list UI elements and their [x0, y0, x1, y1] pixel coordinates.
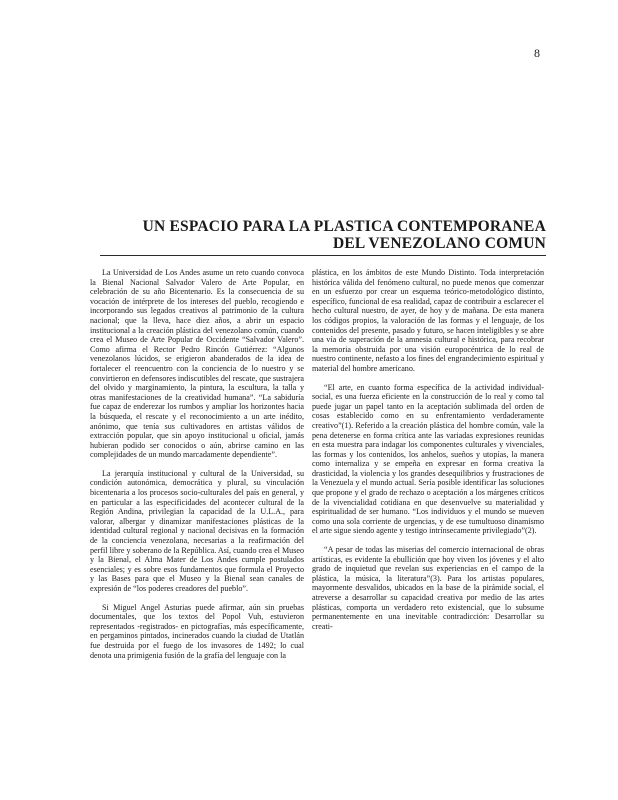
paragraph: La jerarquía institucional y cultural de la Universidad, su condición autonómica, democrática y plural, su vinculación bicentenaria a los procesos socio-culturales del país en general, y en particular a las especificidades del acontecer cultural de la Región Andina, privilegian la capacidad de la U.L.A., para valorar, albergar y dinamizar manifestaciones plásticas de la identidad cultural regional y nacional decisivas en la formación de la conciencia venezolana, necesarias a la reafirmación del perfil libre y soberano de la República. Así, cuando crea el Museo y la Bienal, el Alma Mater de Los Andes cumple postulados esenciales; y es sobre esos fundamentos que formula el Proyecto y las Bases para que el Museo y la Bienal sean canales de expresión de “los poderes creadores del pueblo”. — [90, 468, 304, 593]
paragraph: “El arte, en cuanto forma específica de la actividad individual-social, es una fuerza eficiente en la construcción de lo real y como tal puede jugar un papel tanto en la aceptación sublimada del orden de cosas establecido como en su enfrentamiento verdaderamente creativo”(1). Referido a la creación plástica del hombre común, vale la pena detenerse en forma crítica ante las variadas expresiones reunidas en esta muestra para indagar los componentes culturales y vivenciales, las formas y los contenidos, los anhelos, sueños y utopías, la manera como internaliza y se empeña en expresar en forma creativa la drasticidad, la violencia y los grandes desequilibrios y frustraciones de la Venezuela y el mundo actual. Sería posible identificar las soluciones que propone y el grado de rechazo o aceptación a los márgenes críticos de la vivencialidad cotidiana en que desenvuelve su materialidad y espiritualidad de ser humano. “Los individuos y el mundo se mueven como una sola corriente de urgencias, y de ese tumultuoso dinamismo el arte sigue siendo agente y testigo intrínsecamente privilegiado”(2). — [312, 382, 544, 536]
left-column — [90, 268, 304, 669]
article-title-line-1: UN ESPACIO PARA LA PLASTICA CONTEMPORANEA — [142, 218, 546, 235]
paragraph: “A pesar de todas las miserias del comercio internacional de obras artísticas, es evidente la ebullición que hoy viven los jóvenes y el alto grado de inquietud que revelan sus experiencias en el campo de la plástica, la música, la literatura”(3). Para los artistas populares, mayormente desvalidos, ubicados en la base de la pirámide social, el atreverse a desarrollar su capacidad creativa por medio de las artes plásticas, comporta un verdadero reto existencial, que lo subsume permanentemente en una inevitable contradicción: Desarrollar su creati- — [312, 545, 544, 631]
paragraph: Si Miguel Angel Asturias puede afirmar, aún sin pruebas documentales, que los textos del Popol Vuh, estuvieron representados -registrados- en pictografías, más específicamente, en pergaminos pintados, incinerados cuando la ciudad de Utatlán fue destruida por el fuego de los invasores de 1492; lo cual denota una primigenia fusión de la grafía del lenguaje con la — [90, 602, 304, 660]
right-column — [312, 268, 544, 640]
title-rule — [100, 255, 546, 256]
paragraph: plástica, en los ámbitos de este Mundo Distinto. Toda interpretación histórica válida del fenómeno cultural, no puede menos que comenzar en un esfuerzo por crear un esquema teórico-metodológico distinto, específico, funcional de esa realidad, capaz de contribuir a esclarecer el hecho cultural nuestro, de ayer, de hoy y de mañana. De esta manera los códigos propios, la valoración de las formas y el lenguaje, de los contenidos del presente, pasado y futuro, se hacen inteligibles y se abre una vía de superación de la amnesia cultural e histórica, para recobrar la memoria obstruida por una visión europocéntrica de lo real de nuestro continente, nefasto a los fines del engrandecimiento espiritual y material del hombre americano. — [312, 268, 544, 373]
page-number: 8 — [534, 46, 540, 60]
paragraph: La Universidad de Los Andes asume un reto cuando convoca la Bienal Nacional Salvador Valero de Arte Popular, en celebración de su año Bicentenario. Es la consecuencia de su vocación de intérprete de los intereses del pueblo, recogiendo e incorporando sus legados creativos al patrimonio de la cultura nacional; que la lleva, hace diez años, a abrir un espacio institucional a la creación plástica del venezolano común, cuando crea el Museo de Arte Popular de Occidente “Salvador Valero”. Como afirma el Rector Pedro Rincón Gutiérrez: “Algunos venezolanos lúcidos, se erigieron abanderados de la idea de fortalecer el reencuentro con la conciencia de lo nuestro y se convirtieron en defensores indiscutibles del rescate, que sustrajera del olvido y marginamiento, la pintura, la escultura, la talla y otras manifestaciones de la creatividad humana”. “La sabiduría fue capaz de enderezar los rumbos y ampliar los horizontes hacia la búsqueda, el rescate y el reconocimiento a un arte inédito, anónimo, que tenía sus cultivadores en artistas válidos de extracción popular, que sin apoyo institucional u oficial, jamás hubieran podido ser conocidos o aún, abrirse camino en las complejidades de un mundo marcadamente dependiente”. — [90, 268, 304, 460]
article-title — [100, 218, 546, 252]
article-title-line-2: DEL VENEZOLANO COMUN — [333, 235, 546, 252]
